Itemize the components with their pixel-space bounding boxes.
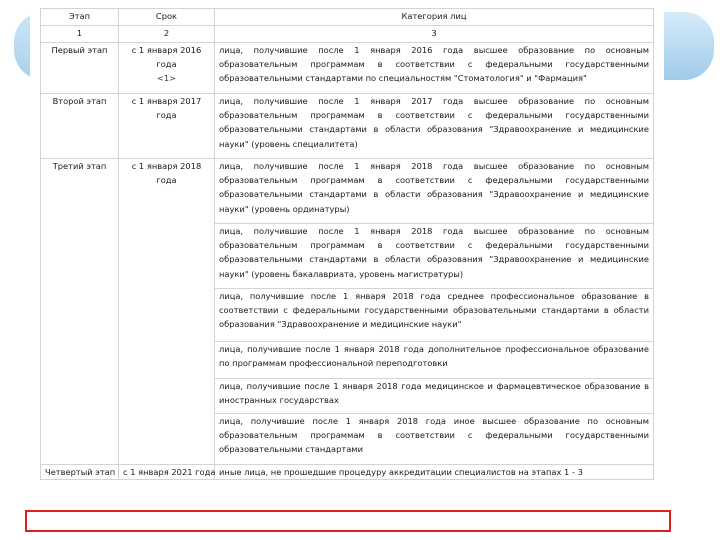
stage-cell: Третий этап: [41, 159, 119, 224]
stage-cell: Второй этап: [41, 94, 119, 159]
document-sheet: [30, 6, 664, 534]
table-row: [41, 289, 654, 342]
table-row: [41, 94, 654, 159]
category-cell: лица, получившие после 1 января 2018 года дополнительное профессиональное образование по программам профессиональной переподготовки: [215, 342, 654, 379]
category-cell: иные лица, не прошедшие процедуру аккредитации специалистов на этапах 1 - 3: [215, 465, 654, 480]
empty-cell: [119, 342, 215, 379]
category-cell: лица, получившие после 1 января 2018 года высшее образование по основным образовательным программам в соответствии с федеральными государственными образовательными стандартами в области образования "Здравоохранение и медицинские науки" (уровень ординатуры): [215, 159, 654, 224]
empty-cell: [41, 342, 119, 379]
accreditation-stages-table: [40, 8, 654, 480]
category-cell: лица, получившие после 1 января 2017 года высшее образование по основным образовательным программам в соответствии с федеральными государственными образовательными стандартами в области образования "Здравоохранение и медицинские науки" (уровень специалитета): [215, 94, 654, 159]
date-cell: [119, 43, 215, 94]
table-row: [41, 379, 654, 414]
table-row: [41, 43, 654, 94]
date-cell: с 1 января 2021 года: [119, 465, 215, 480]
category-cell: лица, получившие после 1 января 2018 года иное высшее образование по основным образовательным программам в соответствии с федеральными государственными образовательными стандартами: [215, 414, 654, 465]
num-stage: 1: [41, 26, 119, 43]
empty-cell: [41, 414, 119, 465]
table-row-highlighted: [41, 465, 654, 480]
date-cell: с 1 января 2018 года: [119, 159, 215, 224]
stage-cell: Четвертый этап: [41, 465, 119, 480]
stage-cell: Первый этап: [41, 43, 119, 94]
date-cell: с 1 января 2017 года: [119, 94, 215, 159]
footnote-link[interactable]: <1>: [156, 73, 177, 84]
table-row: [41, 342, 654, 379]
header-category: Категория лиц: [215, 9, 654, 26]
empty-cell: [119, 379, 215, 414]
empty-cell: [41, 379, 119, 414]
empty-cell: [41, 224, 119, 289]
category-cell: лица, получившие после 1 января 2018 года медицинское и фармацевтическое образование в иностранных государствах: [215, 379, 654, 414]
table-header-row: [41, 9, 654, 26]
empty-cell: [119, 414, 215, 465]
category-cell: лица, получившие после 1 января 2016 года высшее образование по основным образовательным программам в соответствии с федеральными государственными образовательными стандартами по специальностям "Стоматология" и "Фармация": [215, 43, 654, 94]
date-text: с 1 января 2016 года: [131, 45, 202, 70]
table-row: [41, 414, 654, 465]
header-stage: Этап: [41, 9, 119, 26]
table-row: [41, 224, 654, 289]
empty-cell: [119, 224, 215, 289]
num-category: 3: [215, 26, 654, 43]
empty-cell: [119, 289, 215, 342]
category-cell: лица, получившие после 1 января 2018 года высшее образование по основным образовательным программам в соответствии с федеральными государственными образовательными стандартами в области образования "Здравоохранение и медицинские науки" (уровень бакалавриата, уровень магистратуры): [215, 224, 654, 289]
category-cell: лица, получившие после 1 января 2018 года среднее профессиональное образование в соответствии с федеральными государственными образовательными стандартами в области образования "Здравоохранение и медицинские науки": [215, 289, 654, 342]
table-row: [41, 159, 654, 224]
header-date: Срок: [119, 9, 215, 26]
column-numbers-row: [41, 26, 654, 43]
num-date: 2: [119, 26, 215, 43]
empty-cell: [41, 289, 119, 342]
